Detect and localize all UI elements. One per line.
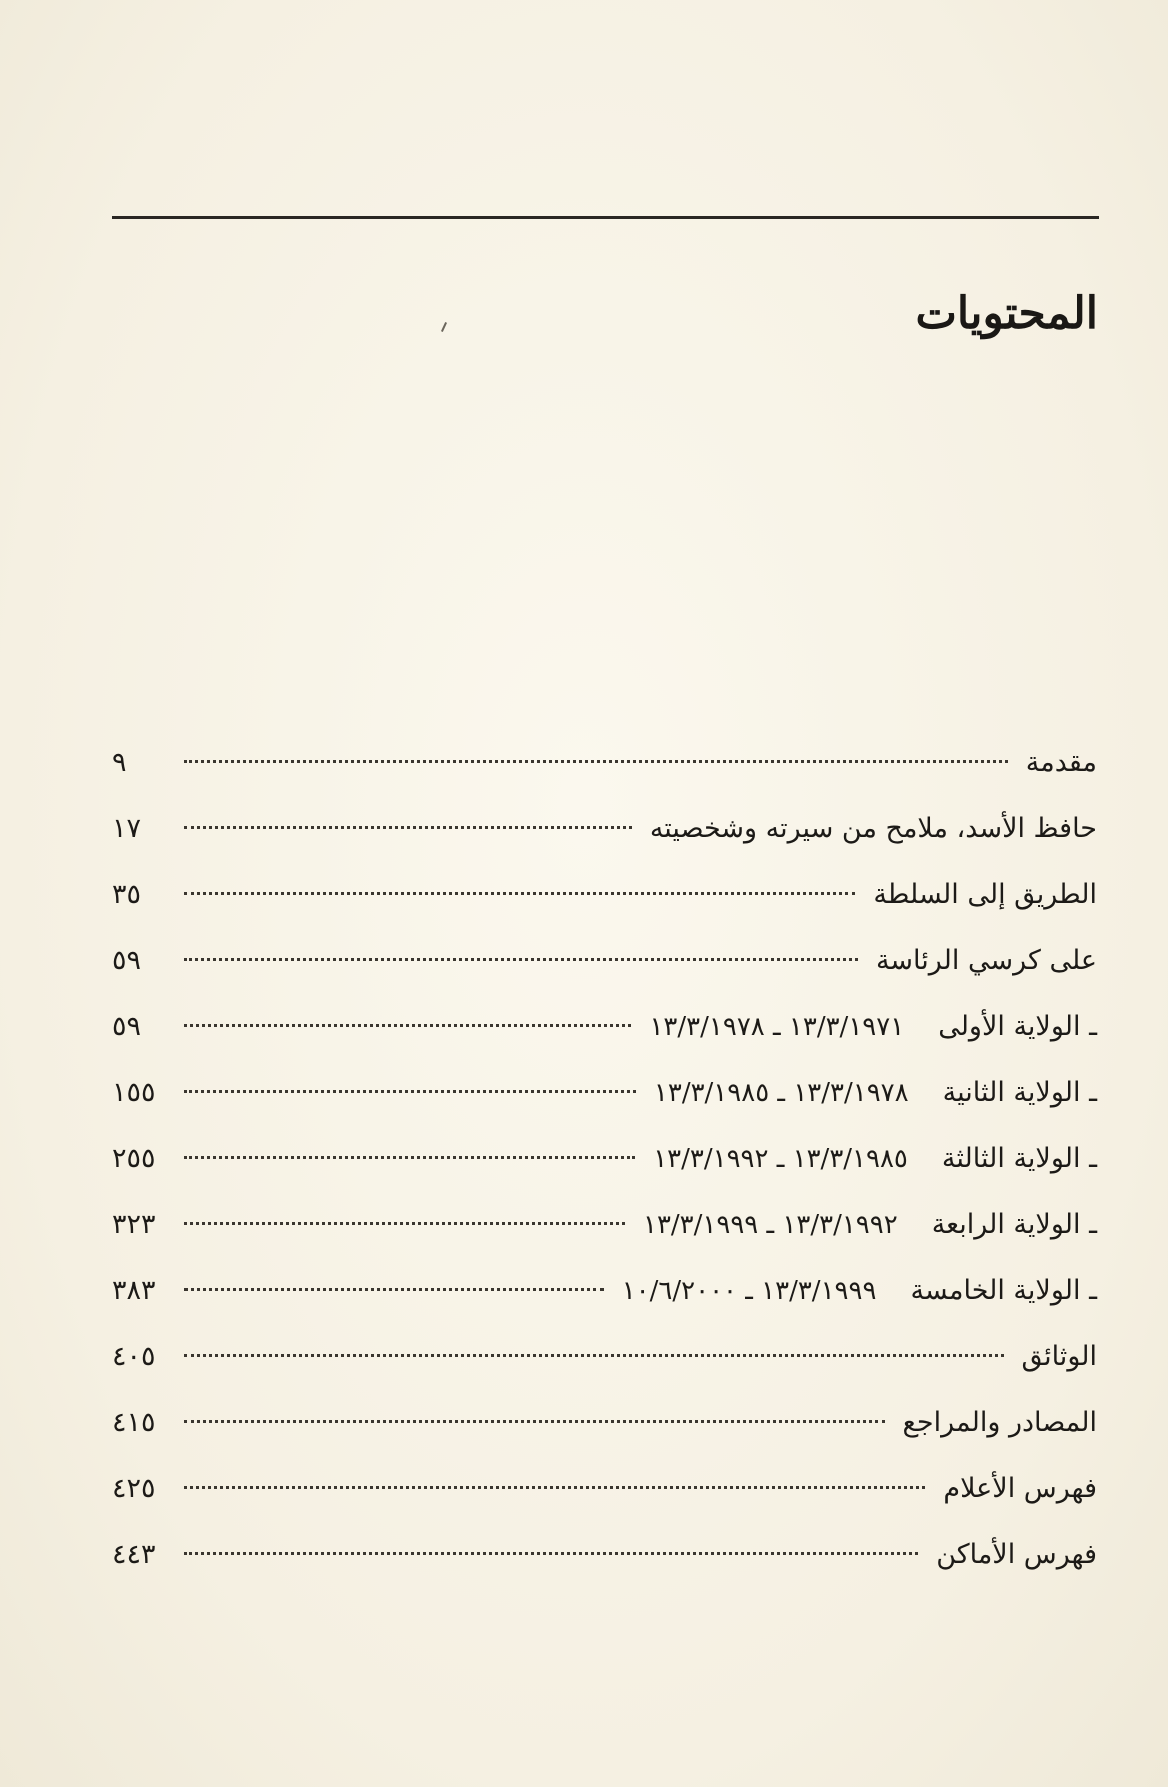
toc-row bbox=[112, 809, 1097, 875]
dot-leader bbox=[184, 826, 632, 829]
toc-entry-dates: ١٣/٣/١٩٩٢ ـ ١٣/٣/١٩٩٩ bbox=[642, 1210, 898, 1240]
toc-entry-title: فهرس الأماكن bbox=[936, 1539, 1097, 1570]
top-rule bbox=[112, 216, 1099, 219]
toc-entry-title: حافظ الأسد، ملامح من سيرته وشخصيته bbox=[649, 813, 1097, 844]
dot-leader bbox=[184, 1288, 604, 1291]
toc-entry-title: المصادر والمراجع bbox=[902, 1407, 1097, 1438]
toc-row bbox=[112, 1139, 1097, 1205]
toc-entry-dates: ١٣/٣/١٩٧٨ ـ ١٣/٣/١٩٨٥ bbox=[653, 1078, 909, 1108]
toc-row bbox=[112, 1469, 1097, 1535]
toc-page-number: ٤٠٥ bbox=[112, 1341, 156, 1372]
dot-leader bbox=[184, 1420, 885, 1423]
toc-page-number: ٤٤٣ bbox=[112, 1539, 156, 1570]
toc-entry-title: ـ الولاية الخامسة bbox=[910, 1275, 1097, 1306]
toc-page-number: ١٧ bbox=[112, 813, 142, 844]
toc-row bbox=[112, 875, 1097, 941]
toc-row bbox=[112, 1403, 1097, 1469]
toc-entry-title: ـ الولاية الرابعة bbox=[931, 1209, 1097, 1240]
toc-page-number: ٢٥٥ bbox=[112, 1143, 156, 1174]
toc-page-number: ٥٩ bbox=[112, 945, 142, 976]
toc-row bbox=[112, 1205, 1097, 1271]
table-of-contents bbox=[112, 743, 1097, 1601]
page-title: المحتويات bbox=[915, 288, 1098, 339]
toc-row bbox=[112, 1535, 1097, 1601]
toc-page-number: ٤٢٥ bbox=[112, 1473, 156, 1504]
toc-entry-title: ـ الولاية الأولى bbox=[938, 1011, 1097, 1042]
dot-leader bbox=[184, 892, 855, 895]
toc-row bbox=[112, 1073, 1097, 1139]
toc-entry-dates: ١٣/٣/١٩٧١ ـ ١٣/٣/١٩٧٨ bbox=[649, 1012, 905, 1042]
toc-row bbox=[112, 1007, 1097, 1073]
toc-entry-title: الطريق إلى السلطة bbox=[873, 879, 1097, 910]
toc-entry-title: الوثائق bbox=[1021, 1341, 1097, 1372]
toc-entry-title: فهرس الأعلام bbox=[943, 1473, 1097, 1504]
print-speck bbox=[441, 322, 447, 332]
toc-row bbox=[112, 743, 1097, 809]
dot-leader bbox=[184, 1486, 925, 1489]
toc-page-number: ٩ bbox=[112, 747, 127, 778]
toc-entry-title: ـ الولاية الثالثة bbox=[941, 1143, 1097, 1174]
dot-leader bbox=[184, 1024, 631, 1027]
dot-leader bbox=[184, 1552, 918, 1555]
toc-entry-dates: ١٣/٣/١٩٩٩ ـ ١٠/٦/٢٠٠٠ bbox=[621, 1276, 877, 1306]
dot-leader bbox=[184, 1222, 625, 1225]
toc-entry-title: على كرسي الرئاسة bbox=[875, 945, 1097, 976]
toc-entry-title: مقدمة bbox=[1025, 747, 1097, 778]
toc-entry-dates: ١٣/٣/١٩٨٥ ـ ١٣/٣/١٩٩٢ bbox=[653, 1144, 908, 1174]
dot-leader bbox=[184, 1090, 636, 1093]
toc-row bbox=[112, 1337, 1097, 1403]
dot-leader bbox=[184, 1354, 1004, 1357]
dot-leader bbox=[184, 958, 858, 961]
toc-page-number: ٣٨٣ bbox=[112, 1275, 156, 1306]
toc-row bbox=[112, 941, 1097, 1007]
toc-page-number: ٣٥ bbox=[112, 879, 142, 910]
toc-page-number: ٣٢٣ bbox=[112, 1209, 156, 1240]
toc-page-number: ٤١٥ bbox=[112, 1407, 156, 1438]
toc-entry-title: ـ الولاية الثانية bbox=[942, 1077, 1097, 1108]
dot-leader bbox=[184, 760, 1008, 763]
dot-leader bbox=[184, 1156, 635, 1159]
toc-page-number: ٥٩ bbox=[112, 1011, 142, 1042]
toc-page-number: ١٥٥ bbox=[112, 1077, 156, 1108]
toc-row bbox=[112, 1271, 1097, 1337]
